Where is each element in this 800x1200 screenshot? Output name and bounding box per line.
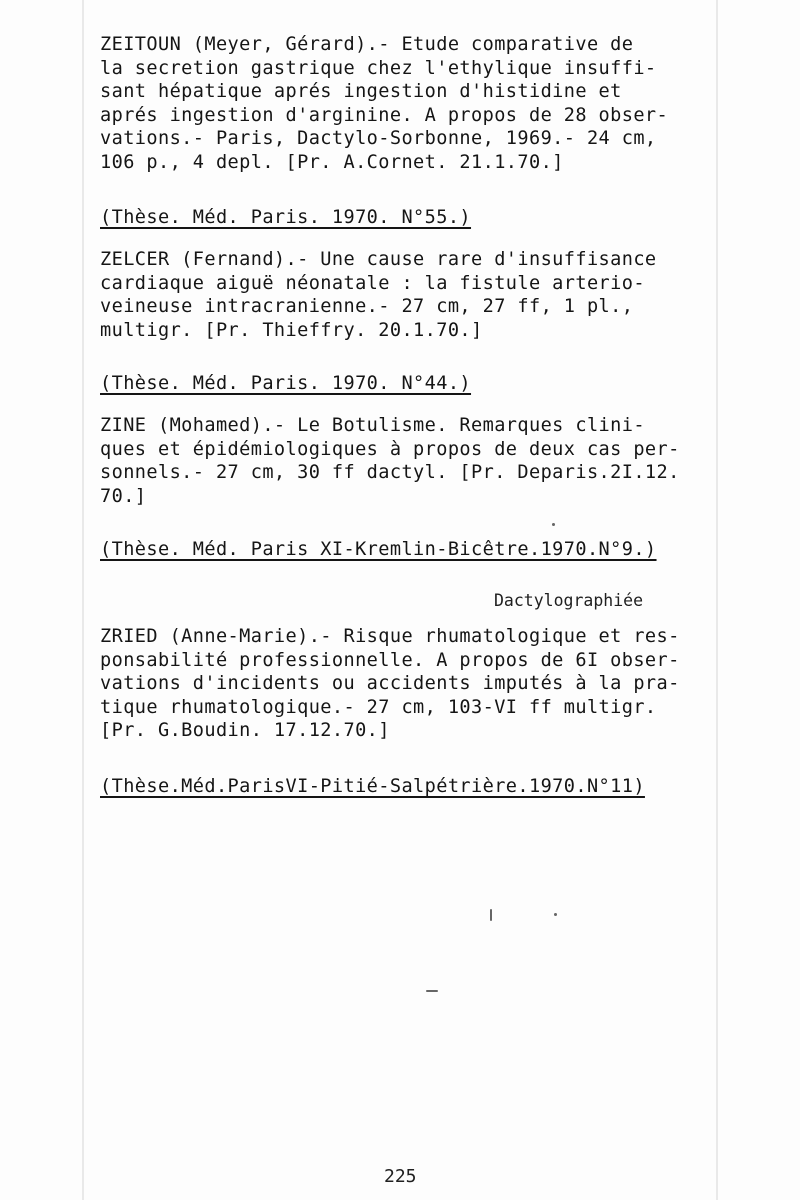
dactylographiee-note: Dactylographiée (494, 591, 644, 610)
scan-speck (426, 990, 438, 992)
scan-edge-left (82, 0, 84, 1200)
entry-zeitoun: ZEITOUN (Meyer, Gérard).- Etude comparative de la secretion gastrique chez l'ethylique insuffi- sant hépatique aprés ingestion d'histidine et aprés ingestion d'arginine. A propos de 28 obser- vations.- Paris, Dactylo-Sorbonne, 1969.- 24 cm, 106 p., 4 depl. [Pr. A.Cornet. 21.1.70.] (100, 34, 669, 173)
scan-speck (554, 913, 557, 916)
these-reference-zried: (Thèse.Méd.ParisVI-Pitié-Salpétrière.1970.N°11) (100, 776, 645, 797)
these-reference-zelcer: (Thèse. Méd. Paris. 1970. N°44.) (100, 373, 472, 394)
page-number: 225 (384, 1166, 417, 1187)
scan-speck (552, 523, 555, 526)
entry-zelcer: ZELCER (Fernand).- Une cause rare d'insuffisance cardiaque aiguë néonatale : la fistule arterio- veineuse intracranienne.- 27 cm, 27 ff, 1 pl., multigr. [Pr. Thieffry. 20.1.70.] (100, 249, 657, 341)
these-reference-zeitoun: (Thèse. Méd. Paris. 1970. N°55.) (100, 207, 472, 228)
entry-zried: ZRIED (Anne-Marie).- Risque rhumatologique et res- ponsabilité professionnelle. A propos de 6I obser- vations d'incidents ou accidents imputés à la pra- tique rhumatologique.- 27 cm, 103-VI ff multigr. [Pr. G.Boudin. 17.12.70.] (100, 626, 680, 741)
scan-speck (490, 909, 492, 921)
these-reference-zine: (Thèse. Méd. Paris XI-Kremlin-Bicêtre.1970.N°9.) (100, 539, 657, 560)
entry-zine: ZINE (Mohamed).- Le Botulisme. Remarques clini- ques et épidémiologiques à propos de deux cas per- sonnels.- 27 cm, 30 ff dactyl. [Pr. Deparis.2I.12. 70.] (100, 415, 680, 507)
scan-edge-right (716, 0, 718, 1200)
